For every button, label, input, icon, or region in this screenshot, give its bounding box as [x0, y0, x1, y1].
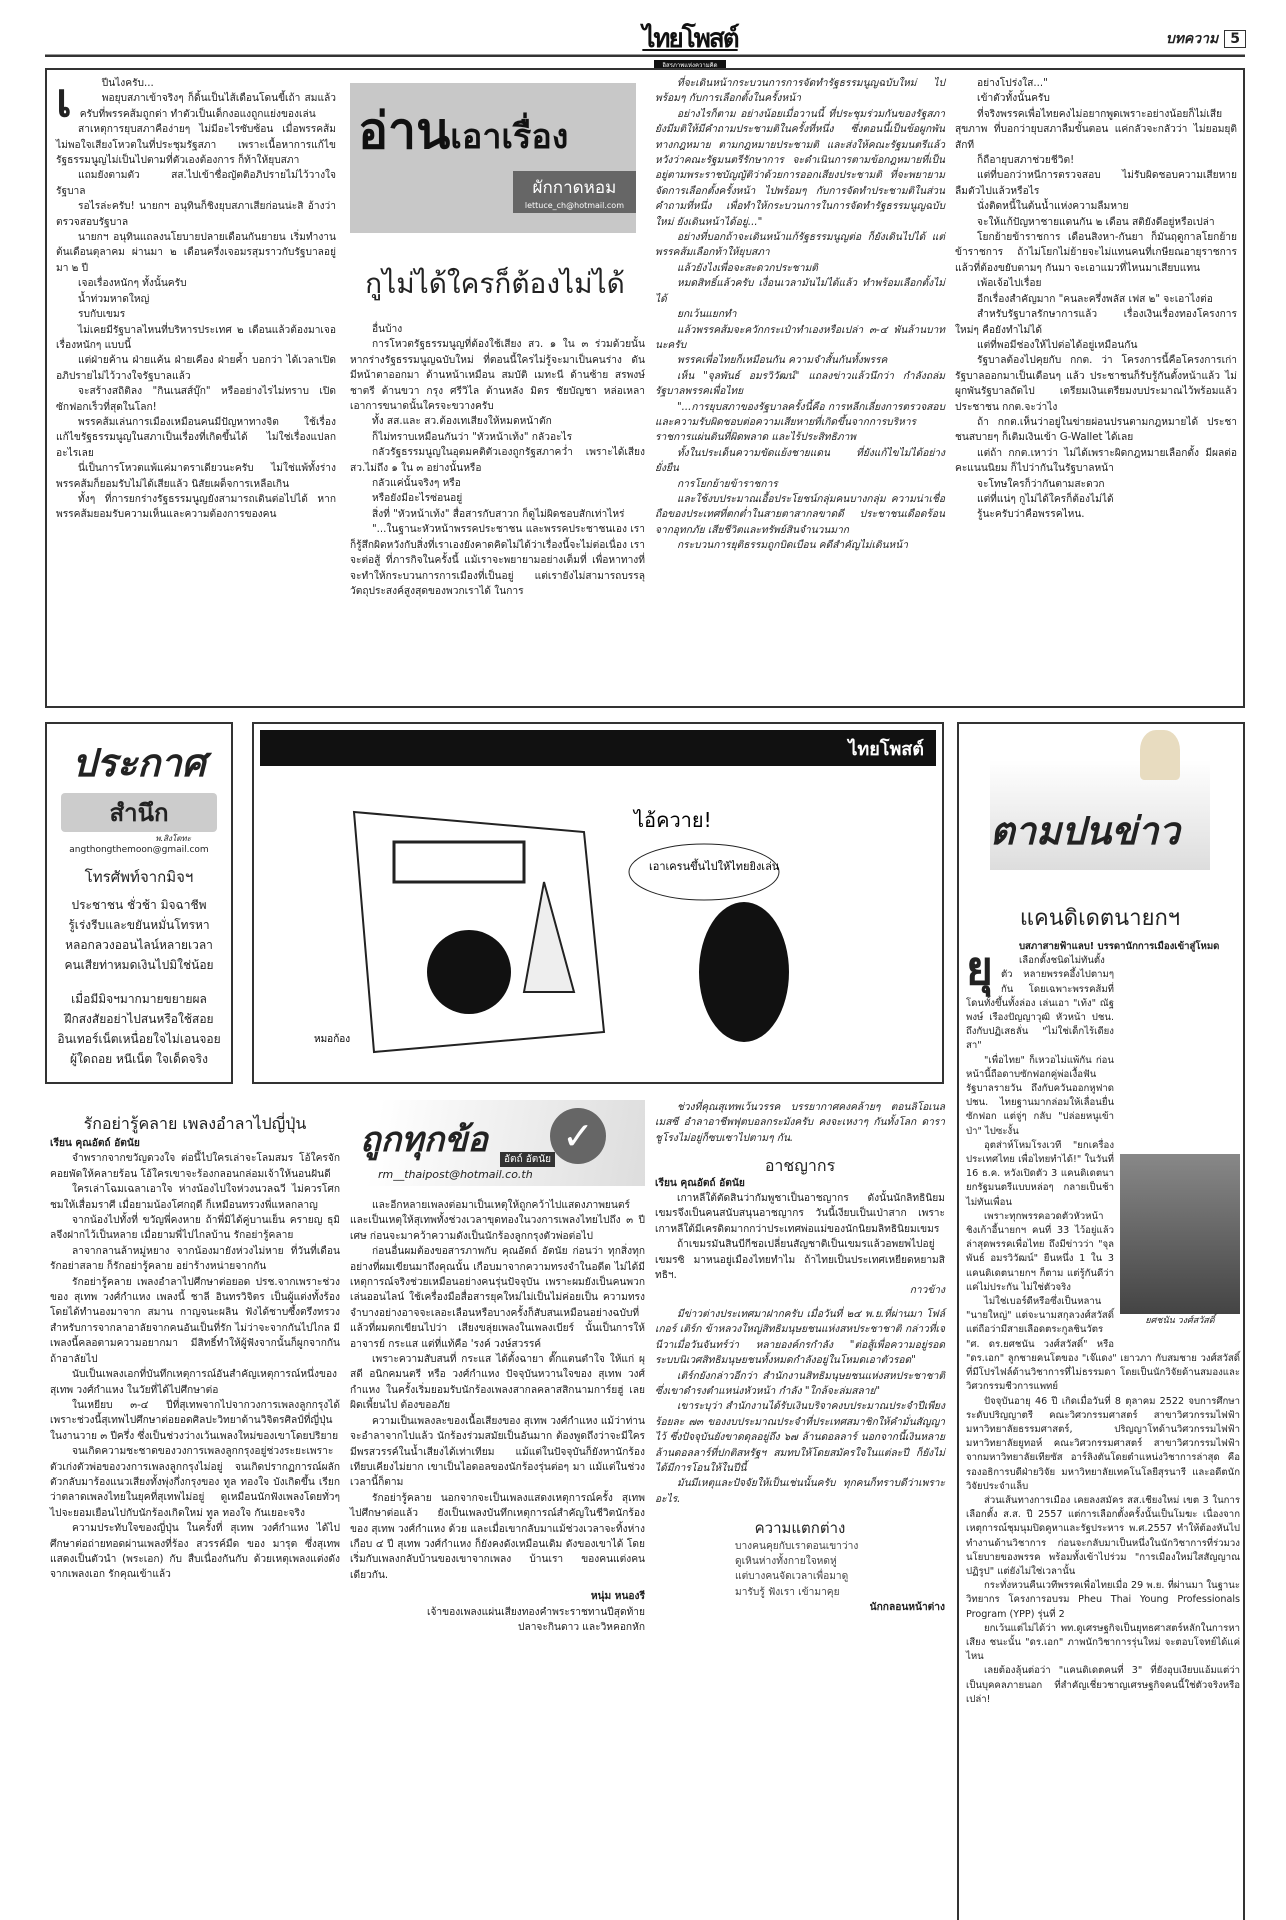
- paragraph: เห็น "จุลพันธ์ อมรวิวัฒน์" แถลงข่าวแล้วนึกว่า กำลังถล่มรัฐบาลพรรคเพื่อไทย: [655, 370, 945, 398]
- paragraph: รักอย่ารู้คลาย เพลงอำลาไปศึกษาต่อยอด ปรช.จากเพราะช่วงของ สุเทพ วงศ์กำแหง เพลงนี้ ชาลี อินทรวิจิตร เป็นผู้แต่งทั้งร้อง โดยได้ทำนองมาจาก สมาน กาญจนะผลิน ฟังได้ชาบซึ้งตรึงทรวงสำหรับการจากลาอาลัยจากคนอันเป็นที่รัก ไม่ว่าจะจากกันไปไกล มีเพลงนี้คลอตามความอยากมา มีสิทธิ์ทำให้ผู้ฟังจากนั้นก็ผูกจากกันถ้าอาลัยไป: [50, 1276, 340, 1365]
- letter-signoff: หนุ่ม หนองรี เจ้าของเพลงแผ่นเสียงทองคำพระราชทานปีสุดท้าย ปลาจะกินดาว และวิหคอกหัก: [426, 1591, 645, 1633]
- paragraph: ลาจากลานล้าหมู่หยาง จากน้องมายังห่วงไม่หาย ที่วันที่เดือนรักอย่าสลาย ก็รักอย่ารู้คลาย อย่าร้างหน่ายจากกัน: [50, 1245, 340, 1273]
- paragraph: มันมีเหตุและปัจจัยให้เป็นเช่นนั้นครับ ทุกคนก็ทราบดีว่าเพราะอะไร.: [655, 1478, 945, 1505]
- column-article-1: [56, 73, 336, 523]
- paragraph: แถมยังตามตัว สส.ไปเข้าชื่อญัตติอภิปรายไม่ไว้วางใจรัฐบาล: [56, 170, 336, 197]
- checkmark-icon: ✓: [550, 1108, 606, 1164]
- paragraph: รู้นะครับว่าคือพรรคไหน.: [977, 509, 1085, 521]
- paragraph: ก็ไม่ทราบเหมือนกันว่า "หัวหน้าเท้ง" กลัวอะไร: [372, 431, 573, 443]
- paragraph: ส่วนเส้นทางการเมือง เคยลงสมัคร สส.เชียงใหม่ เขต 3 ในการเลือกตั้ง ส.ส. ปี 2557 แต่การเลือกตั้งครั้งนั้นเป็นโมฆะ เนื่องจากเหตุการณ์ชุมนุมปิดคูหาและรัฐประหาร พ.ศ.2557 ทำให้ต้องหันไปทำงานด้านวิชาการ ก่อนจะกลับมาเป็นหนึ่งในนักวิชาการที่ร่วมวงนโยบายของพรรค พร้อมทั้งเข้าไปร่วม "การเมืองใหม่ใสสัญญาณปฏิรูป" แต่ยังไม่ใช่เวลานั้น: [966, 1494, 1240, 1577]
- paragraph: จำพรากจากขวัญดวงใจ ต่อนี้ไปใครเล่าจะโลมสมร โอ้ใครจักคอยพัดให้คลายร้อน โอ้ใครเขาจะร้องกลอนกล่อมเจ้าให้นอนฝันดี: [50, 1153, 340, 1180]
- paragraph: การโหวตรัฐธรรมนูญที่ต้องใช้เสียง สว. ๑ ใน ๓ ร่วมด้วยนั้น หากร่างรัฐธรรมนูญฉบับใหม่ ที่ตอนนี้ใครไม่รู้จะมาเป็นคนร่าง ดันมีหน้าตาออกมา ด้านหน้าเหมือน สมบัติ เมทะนี ด้านซ้าย สรพงษ์ ชาตรี ด้านขวา กรุง ศรีวิไล ด้านหลัง มิตร ชัยบัญชา หล่อเหลาเอาการขนาดนั้นใครจะขวางครับ: [350, 339, 645, 413]
- paragraph: กลัวแค่นั้นจริงๆ หรือ: [372, 478, 461, 490]
- paragraph: อย่างโปร่งใส...": [977, 78, 1048, 89]
- column-banner-read: อ่านเอาเรื่อง ผักกาดหอม lettuce_ch@hotmail.com: [350, 83, 636, 233]
- paragraph: เจอเรื่องหนักๆ ทั้งนั้นครับ: [78, 278, 187, 290]
- paragraph: ยกเว้นแต่ไม่ได้ว่า พท.ดูเศรษฐกิจเป็นยุทธศาสตร์หลักในการหาเสียง ชนะนั้น "ดร.เอก" ภาพนักวิชาการรุ่นใหม่ จะตอบโจทย์ได้แค่ไหน: [966, 1622, 1240, 1663]
- paragraph: สาเหตุการยุบสภาคือง่ายๆ ไม่มีอะไรซับซ้อน เมื่อพรรคส้มไม่พอใจเสียงโหวตในที่ประชุมรัฐสภา เพราะเนื้อหาการแก้ไขรัฐธรรมนูญไม่เป็นไปตามที่ตัวเองต้องการ ก็ท้าให้ยุบสภา: [56, 124, 336, 167]
- paragraph: นับเป็นเพลงเอกที่บันทึกเหตุการณ์อันสำคัญเหตุการณ์หนึ่งของ สุเทพ วงศ์กำแหง ในวัยที่ได้ไปศึกษาต่อ: [50, 1369, 338, 1396]
- paragraph: รักอย่ารู้คลาย นอกจากจะเป็นเพลงแสดงเหตุการณ์ครั้ง สุเทพ ไปศึกษาต่อแล้ว ยังเป็นเพลงบันทึกเหตุการณ์สำคัญในชีวิตนักร้องของ สุเทพ วงศ์กำแหง ด้วย และเมื่อเขากลับมาแม้ช่วงเวลาจะทิ้งห่างเกือบ ๔ ปี สุเทพ วงศ์กำแหง ก็ยังคงดังเหมือนเดิม ดังของเขาได้ โดยเริ่มกับเพลงกลับบ้านของเขาจากเพลง บ้านเรา ของคนแต่งคนเดียวกัน.: [350, 1492, 645, 1581]
- paragraph: มีข่าวต่างประเทศมาฝากครับ เมื่อวันที่ ๒๔ พ.ย.ที่ผ่านมา โฟล์เกอร์ เติร์ก ข้าหลวงใหญ่สิทธิมนุษยชนแห่งสหประชาชาติ กล่าวที่เจนีวาเมื่อวันจันทร์ว่า หลายองค์กรกำลัง "ต่อสู้เพื่อความอยู่รอด ระบบนิเวศสิทธิมนุษยชนทั้งหมดกำลังอยู่ในโหมดเอาตัวรอด": [655, 1308, 945, 1367]
- paragraph: ทั้ง สส.และ สว.ต้องเทเสียงให้หมดหน้าตัก: [372, 416, 552, 428]
- paragraph: สิ่งที่ "หัวหน้าเท้ง" สื่อสารกับสาวก ก็ดูไม่ผิดชอบสักเท่าไหร่: [372, 508, 625, 520]
- paragraph: รบกับเขมร: [78, 309, 126, 321]
- paragraph: นายกฯ อนุทินแถลงนโยบายปลายเดือนกันยายน เริ่มทำงานต้นเดือนตุลาคม ผ่านมา ๒ เดือนครึ่งเจอมรสุมราวกับรัฐบาลอยู่มา ๒ ปี: [56, 232, 336, 274]
- letter-column-2: [350, 1198, 645, 1635]
- section-label: บทความ 5: [1166, 28, 1246, 50]
- paragraph: กระทั่งหวนคืนเวทีพรรคเพื่อไทยเมื่อ 29 พ.ย. ที่ผ่านมา ในฐานะวิทยากร โครงการอบรม Pheu Thai Young Professionals Program (YPP) รุ่นที่ 2: [966, 1580, 1240, 1620]
- paragraph: หลอกลวงออนไลน์หลายเวลา: [65, 938, 213, 952]
- paragraph: อุตส่าห์โหมโรงเวที "ยกเครื่องประเทศไทย เพื่อไทยทำได้!" ในวันที่ 16 ธ.ค. หวังเปิดตัว 3 แคนดิเดตนายกรัฐมนตรีแบบหล่อๆ กลายเป็นช้าไม่ทันเพื่อน: [966, 1139, 1114, 1208]
- paragraph: เขาระบุว่า สำนักงานได้รับเงินบริจาคงบประมาณประจำปีเพียงร้อยละ ๗๓ ของงบประมาณประจำที่ประเทศสมาชิกให้คำมั่นสัญญาไว้ ซึ่งปัจจุบันยังขาดดุลอยู่ถึง ๖๗ ล้านดอลลาร์ นอกจากนี้เงินหลายล้านดอลลาร์ที่ปกติสหรัฐฯ สมทบให้โดยสมัครใจในแต่ละปี ก็ยังไม่ได้มีการโอนให้ในปีนี้: [655, 1401, 945, 1474]
- paragraph: พรรคส้มเล่นการเมืองเหมือนคนมีปัญหาทางจิต ใช้เรื่องแก้ไขรัฐธรรมนูญในสภาเป็นเรื่องที่เกิดขึ้นได้ ไม่ใช่เรื่องแปลกอะไรเลย: [56, 416, 336, 459]
- paragraph: เมื่อมีมิจฯมากมายขยายผล: [71, 992, 207, 1006]
- paragraph: ฝึกสงสัยอย่าไปสนหรือใช้สอย: [64, 1012, 214, 1026]
- paragraph: ทั้งในประเด็นความขัดแย้งชายแดน ที่ยังแก้ไขไม่ได้อย่างยั่งยืน: [655, 447, 945, 475]
- letter-title: รักอย่ารู้คลาย เพลงอำลาไปญี่ปุ่น: [83, 1114, 307, 1133]
- paragraph: เพราะความสับสนที่ กระแส ได้ตั้งฉายา ตั๊กแตนตำใจ ให้แก่ ผุสดี อนิกคมนตรี หรือ วงศ์กำแหง ปัจจุบันหวานใจของ สุเทพ วงศ์กำแหง ในครั้งเริ่มยอมรับนักร้องเพลงสากลคลาสสิกนามการ์ยฮู่ เลยผิดเพี้ยนไป ต้องขออภัย: [350, 1354, 645, 1412]
- paragraph: อย่างไรก็ตาม อย่างน้อยเมื่อวานนี้ ที่ประชุมร่วมกันของรัฐสภา ยังมีมติให้มีคำถามประชามติในครั้งที่หนึ่ง ซึ่งตอนนี้เป็นข้อผูกพันทางกฎหมาย ตามกฎหมายประชามติ และส่งให้คณะรัฐมนตรีแล้ว หวังว่าคณะรัฐมนตรีรักษาการ จะดำเนินการตามข้อกฎหมายที่เป็นอยู่ตามพระราชบัญญัติว่าด้วยการออกเสียงประชามติ ที่จะพยายามจัดการเลือกตั้งครั้งหน้า ไปพร้อมๆ กับการจัดทำประชามติในส่วนคำถามที่หนึ่ง เพื่อทำให้กระบวนการในการจัดทำรัฐธรรมนูญฉบับใหม่ ยังเดินหน้าได้อยู่...": [655, 108, 945, 228]
- paragraph: หรือยังมีอะไรซ่อนอยู่: [372, 493, 463, 505]
- page-number: 5: [1224, 30, 1246, 48]
- paragraph: แต่ฝ่ายค้าน ฝ่ายแค้น ฝ่ายเคือง ฝ่ายค้ำ บอกว่า ได้เวลาเปิดอภิปรายไม่ไว้วางใจรัฐบาลแล้ว: [56, 355, 336, 382]
- paragraph: หมดสิทธิ์แล้วครับ เงื่อนเวลามันไม่ได้แล้ว ทำพร้อมเลือกตั้งไม่ได้: [655, 278, 945, 305]
- paragraph: ในเหยียบ ๓-๔ ปีที่สุเทพจากไปจากวงการเพลงลูกกรุงได้ เพราะช่วงนี้สุเทพไปศึกษาต่อยอดศิลปะวิทยาด้านวิจิตรศิลป์ที่ญี่ปุ่นในงานวาย ๓ ปีครึ่ง ซึ่งเป็นช่วงว่างเว้นเพลงใหม่ของเขาโดยปริยาย: [50, 1399, 340, 1442]
- paragraph: แต่ที่พอมีช่องให้ไปต่อได้อยู่เหมือนกัน: [977, 339, 1138, 351]
- paragraph: ถ้าเขมรมันสินบีกีชอเปลี่ยนสัญชาติเป็นเขมรแล้วอพยพไปอยู่เขมรซิ มาหนอยู่เมืองไทยทำไม ถ้าไทยเป็นประเทศเหยียดหยามสิทธิฯ.: [655, 1239, 945, 1282]
- paragraph: เลยต้องลุ้นต่อว่า "แคนดิเดตคนที่ 3" ที่ยังอุบเงียบแอ้มแต่ว่าเป็นบุคคลภายนอก ที่สำคัญเชี่ยวชาญเศรษฐกิจคนนี้ใช่ตัวจริงหรือเปล่า!: [966, 1665, 1240, 1705]
- paragraph: จะสร้างสถิติลง "กินเนสส์บุ๊ก" หรืออย่างไรไม่ทราบ เปิดซักฟอกเร็วที่สุดในโลก!: [56, 386, 336, 413]
- cartoon-speech: เอาเครนขึ้นไปให้ไทยยิงเล่น: [649, 860, 780, 873]
- paragraph: นี่เป็นการโหวตแพ้แค่มาตราเดียวนะครับ ไม่ใช่แพ้ทั้งร่าง พรรคส้มก็ยอมรับไม่ได้เสียแล้ว นิสัยเผด็จการเหลือเกิน: [56, 463, 336, 490]
- paragraph: ความประทับใจของญี่ปุ่น ในครั้งที่ สุเทพ วงศ์กำแหง ได้ไปศึกษาต่อถ่ายทอดผ่านเพลงที่ร้อง สวรรค์มืด ของ มารุต ซึ่งสุเทพแสดงเป็นตัวนำ (พระเอก) กับ สืบเนื่องกันกับ ด้วยเหตุเพลงแต่งดังจากเพลงเอก รักคุณเข้าแล้ว: [50, 1523, 340, 1581]
- paragraph: จนเกิดความชะชาดของวงการเพลงลูกกรุงอยู่ช่วงระยะเพราะตัวเก่งตัวพ่อของวงการเพลงลูกกรุงไม่อยู่ จนเกิดปรากฏการณ์ผลักตัวกลับมาร้องแนวเสียงทั้งพุ่งกึ่งกรุงของ ทูล ทองใจ บังเกิดขึ้น เรียกว่าตลาดเพลงไทยในยุคที่สุเทพไม่อยู่ ดูเหมือนนักฟังเพลงโดยทั่วๆ ไปจะยอมเยือนไปกับนักร้องเกิดใหม่ ทูล ทองใจ กันเยอะจริง: [50, 1446, 340, 1519]
- paragraph: "...การยุบสภาของรัฐบาลครั้งนี้คือ การหลีกเลี่ยงการตรวจสอบ และความรับผิดชอบต่อความเสียหายที่เกิดขึ้นจากการบริหารราชการแผ่นดินที่ผิดพลาด และไร้ประสิทธิภาพ: [655, 401, 945, 444]
- cartoon-brand: ไทยโพสต์: [848, 738, 924, 760]
- photo: ยศชนัน วงศ์สวัสดิ์: [1120, 1154, 1240, 1334]
- portrait-photo: [1120, 1154, 1240, 1314]
- paragraph: อื่นบ้าง: [372, 324, 403, 335]
- paragraph: น้ำท่วมหาดใหญ่: [78, 293, 150, 305]
- headline: กูไม่ได้ใครก็ต้องไม่ได้: [365, 267, 625, 300]
- paragraph: แต่ถ้า กกต.เหาว่า ไม่ได้เพราะผิดกฎหมายเลือกตั้ง มีผลต่อคะแนนนิยม ก็ไปว่ากันในรัฐบาลหน้า: [955, 447, 1237, 475]
- letter-column-1: เรียน คุณอัตถ์ อัตนัย จำพรากจากขวัญดวงใจ ต่อนี้ไปใครเล่าจะโลมสมร โอ้ใครจักคอยพัดให้คลายร้อน โอ้ใครเขาจะร้องกลอนกล่อมเจ้าให้นอนฝันดี ใครเล่าโฉมเฉลาเอาใจ ห่างน้องไปใจห่วงนวลฉวี ไม่ควรโศกชมให้เสื่อมราศี เมื่อยามน้องโศกฤดี ก็เหมือนทรวงพี่แหลกลาญ จากน้องไปทั้งที่ ขวัญพี่คงหาย ถ้าพี่มิได้คู่บานเย็น ครายญ ธุมิลจึงฝากไว้เป็นหลาย เมื่อยามพี่ไปไกลบ้าน รักอย่ารู้คลาย ลาจากลานล้าหมู่หยาง จากน้องมายังห่วงไม่หาย ที่วันที่เดือนรักอย่าสลาย ก็รักอย่ารู้คลาย อย่าร้างหน่ายจากกัน รักอย่ารู้คลาย เพลงอำลาไปศึกษาต่อยอด ปรช.จากเพราะช่วงของ สุเทพ วงศ์กำแหง เพลงนี้ ชาลี อินทรวิจิตร เป็นผู้แต่งทั้งร้อง โดยได้ทำนองมาจาก สมาน กาญจนะผลิน ฟังได้ชาบซึ้งตรึงทรวงสำหรับการจากลาอาลัยจากคนอันเป็นที่รัก ไม่ว่าจะจากกันไปไกล มีเพลงนี้คลอตามความอยากมา มีสิทธิ์ทำให้ผู้ฟังจากนั้นก็ผูกจากกันถ้าอาลัยไป นับเป็นเพลงเอกที่บันทึกเหตุการณ์อันสำคัญเหตุการณ์หนึ่งของ สุเทพ วงศ์กำแหง ในวัยที่ได้ไปศึกษาต่อ ในเหยียบ ๓-๔ ปีที่สุเทพจากไปจากวงการเพลงลูกกรุงได้ เพราะช่วงนี้สุเทพไปศึกษาต่อยอดศิลปะวิทยาด้านวิจิตรศิลป์ที่ญี่ปุ่นในงานวาย ๓ ปีครึ่ง ซึ่งเป็นช่วงว่างเว้นเพลงใหม่ของเขาโดยปริยาย จนเกิดความชะชาดของวงการเพลงลูกกรุงอยู่ช่วงระยะเพราะตัวเก่งตัวพ่อของวงการเพลงลูกกรุงไม่อยู่ จนเกิดปรากฏการณ์ผลักตัวกลับมาร้องแนวเสียงทั้งพุ่งกึ่งกรุงของ ทูล ทองใจ บังเกิดขึ้น เรียกว่าตลาดเพลงไทยในยุคที่สุเทพไม่อยู่ ดูเหมือนนักฟังเพลงโดยทั่วๆ ไปจะยอมเยือนไปกับนักร้องเกิดใหม่ ทูล ทองใจ กันเยอะจริง ความประทับใจของญี่ปุ่น ในครั้งที่ สุเทพ วงศ์กำแหง ได้ไปศึกษาต่อถ่ายทอดผ่านเพลงที่ร้อง สวรรค์มืด ของ มารุต ซึ่งสุเทพแสดงเป็นตัวนำ (พระเอก) กับ สืบเนื่องกันกับ ด้วยเหตุเพลงแต่งดังจากเพลงเอก รักคุณเข้าแล้ว: [50, 1136, 340, 1583]
- paragraph: ก็ถือายุบสภาช่วยชีวิต!: [977, 155, 1075, 167]
- paragraph: "...ในฐานะหัวหน้าพรรคประชาชน และพรรคประชาชนเอง เราก็รู้สึกผิดหวังกับสิ่งที่เราเองยังคาดคิดไม่ได้ว่าเรื่องนี้จะไม่ต่อเนื่อง เราจะต่อสู้ ที่ภารกิจในครั้งนี้ แม้เราจะพยายามอย่างเต็มที่ เพื่อหาทางที่จะทำให้กระบวนการการเมืองที่เป็นอยู่ แต่เรายังไม่สามารถบรรลุวัตถุประสงค์สูงสุดของพวกเราได้ ในการ: [350, 524, 645, 597]
- paragraph: ที่จะเดินหน้ากระบวนการการจัดทำรัฐธรรมนูญฉบับใหม่ ไปพร้อมๆ กับการเลือกตั้งในครั้งหน้า: [655, 78, 945, 105]
- paragraph: ใครเล่าโฉมเฉลาเอาใจ ห่างน้องไปใจห่วงนวลฉวี ไม่ควรโศกชมให้เสื่อมราศี เมื่อยามน้องโศกฤดี ก็เหมือนทรวงพี่แหลกลาญ: [50, 1184, 340, 1211]
- paragraph: คนเสียท่าหมดเงินไปมิใช่น้อย: [64, 958, 214, 972]
- column-banner-correct: ถูกทุกข้อ ✓ อัตถ์ อัตนัย rm__thaipost@hotmail.co.th: [350, 1100, 645, 1186]
- paragraph: การโยกย้ายข้าราชการ: [677, 478, 778, 490]
- paragraph: ปีนไงครับ...: [101, 78, 154, 89]
- paragraph: แต่ที่แน่ๆ กูไม่ได้ใครก็ต้องไม่ได้: [977, 493, 1114, 505]
- explosion: [427, 930, 511, 1014]
- reader-illustration: [1140, 730, 1180, 780]
- paragraph: ผู้ใดถอย หนีเน็ต ใจเด็ดจริง: [70, 1052, 208, 1066]
- paragraph: รัฐบาลต้องไปคุยกับ กกต. ว่า โครงการนี้คือโครงการเก่า รัฐบาลออกมาเป็นเดือนๆ แล้ว ประชาชนก็รับรู้กันตั้งหน้าแล้ว ไม่ผูกพันรัฐบาลถัดไป เตรียมเงินเตรียมงบประมาณไว้พร้อมแล้ว ประชาชน กกต.จะว่าไง: [955, 355, 1237, 413]
- paragraph: บางคนคุยกับเราตอนเขาว่าง: [735, 1540, 859, 1552]
- paragraph: และใช้งบประมาณเอื้อประโยชน์กลุ่มคนบางกลุ่ม ความน่าเชื่อถือของประเทศที่ตกต่ำในสายตาสากลขาดดี ประชาชนเดือดร้อนจากอุทกภัย เสียชีวิตและทรัพย์สินจำนวนมาก: [655, 493, 945, 536]
- paragraph: อย่างที่บอกถ้าจะเดินหน้าแก้รัฐธรรมนูญต่อ ก็ยังเดินไปได้ แต่พรรคส้มเลือกท้าให้ยุบสภา: [655, 232, 945, 259]
- paragraph: กลัวรัฐธรรมนูญในอุดมคติตัวเองถูกรัฐสภาคว่ำ เพราะได้เสียง สว.ไม่ถึง ๑ ใน ๓ อย่างนั้นหรือ: [350, 447, 645, 474]
- paragraph: รอไรล่ะครับ! นายกฯ อนุทินก็ชิงยุบสภาเสียก่อนน่ะสิ อ้างว่าตรวจสอบรัฐบาล: [56, 201, 336, 228]
- paragraph: เติร์กยังกล่าวอีกว่า สำนักงานสิทธิมนุษยชนแห่งสหประชาชาติ ซึ่งเขาดำรงตำแหน่งหัวหน้า กำลัง "ใกล้จะล่มสลาย": [655, 1370, 945, 1397]
- paragraph: นั่งติดหนี้ในต้นน้ำแห่งความลืมหาย: [977, 201, 1129, 213]
- paragraph: และอีกหลายเพลงต่อมาเป็นเหตุให้ถูกคว้าไปแสดงภาพยนตร์ และเป็นเหตุให้สุเทพทั้งช่วงเวลาขุดทองในวงการเพลงไทยไปถึง ๓ ปีเศษ ก่อนจะมาคว้าความดังเป็นนักร้องลูกกรุงตัวพ่อต่อไป: [350, 1200, 645, 1242]
- paragraph: ปัจจุบันอายุ 46 ปี เกิดเมื่อวันที่ 8 ตุลาคม 2522 จบการศึกษาระดับปริญญาตรี คณะวิศวกรรมศาสตร์ สาขาวิศวกรรมไฟฟ้า มหาวิทยาลัยธรรมศาสตร์, ปริญญาโทด้านวิศวกรรมไฟฟ้า มหาวิทยาลัยยูทอห์ คณะวิศวกรรมศาสตร์ สาขาวิศวกรรมไฟฟ้า จากมหาวิทยาลัยเทียซัส อาร์ลิงตันโดยตำแหน่งวิชาการล่าสุด คือ รองอธิการบดีฝ่ายวิจัย มหาวิทยาลัยเทคโนโลยีสุรนารี และอดีตนักวิจัยประจำแล็บ: [966, 1395, 1240, 1492]
- paragraph: จากน้องไปทั้งที่ ขวัญพี่คงหาย ถ้าพี่มิได้คู่บานเย็น ครายญ ธุมิลจึงฝากไว้เป็นหลาย เมื่อยามพี่ไปไกลบ้าน รักอย่ารู้คลาย: [50, 1215, 340, 1242]
- paragraph: เกาหลีใต้ตัดสินว่ากัมพูชาเป็นอาชญากร ดังนั้นนักลิทธินิยมเขมรจึงเป็นคนสนับสนุนอาชญากร วันนี้เงียบเป็นเป่าสาก เพราะเกาหลีใต้มีเครดิตมากกว่าประเทศพ่อแม่ของนักนิยมลิทธินิยมเขมร: [655, 1193, 945, 1235]
- paragraph: ที่จริงพรรคเพื่อไทยคงไม่อยากพูดเพราะอย่างน้อยก็ไม่เสียสุขภาพ ที่บอกว่ายุบสภาลืมขั้นตอน แค่กลัวจะกลัวว่า ไม่ยอมยุติสักที: [955, 108, 1237, 151]
- cartoon-exclaim: ไอ้ควาย!: [634, 808, 712, 832]
- column-article-4: [955, 76, 1237, 523]
- paragraph: ไม่เคยมีรัฐบาลไหนที่บริหารประเทศ ๒ เดือนแล้วต้องมาเจอเรื่องหนักๆ แบบนี้: [56, 324, 336, 351]
- editorial-cartoon: [252, 722, 944, 1084]
- paragraph: ความเป็นเพลงละของเนื้อเสียงของ สุเทพ วงศ์กำแหง แม้ว่าท่านจะอำลาจากไปแล้ว นักร้องร่วมสมัยเป็นอันมาก ต้องพูดถึงว่าจะมีใครมีพรสวรรค์ในน้ำเสียงได้เท่าเทียม แม้แต่ในปัจจุบันก็ยังหานักร้องเทียบเคียงไม่ยาก เขาเป็นไอดอลของนักร้องรุ่นต่อๆ มา แม้แต่ในช่วงเวลานี้ก็ตาม: [350, 1415, 645, 1489]
- paragraph: ดูเหินห่างทั้งกายใจหดหู่: [735, 1555, 837, 1567]
- column-article-3: [655, 76, 945, 554]
- letter-column-3: ช่วงที่คุณสุเทพเว้นวรรค บรรยากาศคงคล้ายๆ ตอนลิโอเนล เมสซี อำลาอาชีพฟุตบอลกระมังครับ คงจะเหงาๆ กันทั้งโลก ดาราชูโรงไม่อยู่ก็ซบเซาไปตามๆ กัน. อาชญากร เรียน คุณอัตถ์ อัตนัย เกาหลีใต้ตัดสินว่ากัมพูชาเป็นอาชญากร ดังนั้นนักลิทธินิยมเขมรจึงเป็นคนสนับสนุนอาชญากร วันนี้เงียบเป็นเป่าสาก เพราะเกาหลีใต้มีเครดิตมากกว่าประเทศพ่อแม่ของนักนิยมลิทธินิยมเขมร ถ้าเขมรมันสินบีกีชอเปลี่ยนสัญชาติเป็นเขมรแล้วอพยพไปอยู่เขมรซิ มาหนอยู่เมืองไทยทำไม ถ้าไทยเป็นประเทศเหยียดหยามสิทธิฯ. กาวข้าง มีข่าวต่างประเทศมาฝากครับ เมื่อวันที่ ๒๔ พ.ย.ที่ผ่านมา โฟล์เกอร์ เติร์ก ข้าหลวงใหญ่สิทธิมนุษยชนแห่งสหประชาชาติ กล่าวที่เจนีวาเมื่อวันจันทร์ว่า หลายองค์กรกำลัง "ต่อสู้เพื่อความอยู่รอด ระบบนิเวศสิทธิมนุษยชนทั้งหมดกำลังอยู่ในโหมดเอาตัวรอด" เติร์กยังกล่าวอีกว่า สำนักงานสิทธิมนุษยชนแห่งสหประชาชาติ ซึ่งเขาดำรงตำแหน่งหัวหน้า กำลัง "ใกล้จะล่มสลาย" เขาระบุว่า สำนักงานได้รับเงินบริจาคงบประมาณประจำปีเพียงร้อยละ ๗๓ ของงบประมาณประจำที่ประเทศสมาชิกให้คำมั่นสัญญาไว้ ซึ่งปัจจุบันยังขาดดุลอยู่ถึง ๖๗ ล้านดอลลาร์ นอกจากนี้เงินหลายล้านดอลลาร์ที่ปกติสหรัฐฯ สมทบให้โดยสมัครใจในแต่ละปี ก็ยังไม่ได้มีการโอนให้ในปีนี้ มันมีเหตุและปัจจัยให้เป็นเช่นนั้นครับ ทุกคนก็ทราบดีว่าเพราะอะไร. ความแตกต่าง บางคนคุยกับเราตอนเขาว่าง ดูเหินห่างทั้งกายใจหดหู่ แต่บางคนจัดเวลาเพื่อมาดู มารับรู้ ฟังเรา เข้ามาคุย นักกลอนหน้าต่าง: [655, 1102, 945, 1614]
- paragraph: กระบวนการยุติธรรมถูกบิดเบือน คดีสำคัญไม่เดินหน้า: [677, 540, 908, 552]
- paragraph: อีกเรื่องสำคัญมาก "คนละครึ่งพลัส เฟส ๒" จะเอาไงต่อ: [977, 293, 1213, 305]
- paragraph: โยกย้ายข้าราชการ เดือนสิงหา-กันยา ก็มันฤดูกาลโยกย้ายข้าราชการ ถ้าไม่โยกไม่ย้ายจะไม่แทนคนที่เกษียณอายุราชการ แล้วที่ต้องขยับตามๆ กันมา จะเอาแมวที่ไหนมาเสียบแทน: [955, 232, 1237, 274]
- masthead-logo: ไทยโพสต์ อิสรภาพแห่งความคิด: [642, 24, 738, 69]
- paragraph: จะให้แก้ปัญหาชายแดนกัน ๒ เดือน สติยังดีอยู่หรือเปล่า: [977, 216, 1215, 228]
- paragraph: เข้าตัวทั้งนั้นครับ: [977, 93, 1050, 105]
- paragraph: ยกเว้นแยกทำ: [677, 309, 737, 321]
- paragraph: แต่บางคนจัดเวลาเพื่อมาดู: [735, 1571, 849, 1583]
- paragraph: พอยุบสภาเข้าจริงๆ ก็ดิ้นเป็นไส้เดือนโดนขี้เถ้า สมแล้วครับที่พรรคส้มถูกด่า ทำตัวเป็นเด็กงอแงถูกแย่งของเล่น: [79, 93, 336, 120]
- dropcap: เ: [56, 73, 72, 127]
- paragraph: รู้เร่งรีบและขยันหมั่นโทรหา: [68, 918, 210, 932]
- paragraph: เลือกตั้งชนิดไม่ทันตั้งตัว หลายพรรคอึ้งไปตามๆ กัน โดยเฉพาะพรรคส้มที่โดนทั้งขึ้นทั้งล่อง เล่นเอา "เท้ง" ณัฐพงษ์ เรืองปัญญาวุฒิ หัวหน้า ปชน. ถึงกับปฏิเสธลั่น "ไม่ใช่เด็กไร้เดียงสา": [966, 955, 1114, 1052]
- paragraph: ทั้งๆ ที่การยกร่างรัฐธรรมนูญยังสามารถเดินต่อไปได้ หากพรรคส้มยอมรับความเห็นและความต้องการของคน: [56, 493, 336, 521]
- cartoon-drawing: [254, 772, 942, 1072]
- paragraph: "เพื่อไทย" ก็เหวอไม่แพ้กัน ก่อนหน้านี้ถือดาบซักฟอกคู่พ่อเงื้อฟันรัฐบาลรายวัน ถึงกับควันออกหูฟาด ปชน. ไทยฐานมากล่อมให้เลื่อนยื่นซักฟอก แต่จู่ๆ กลับ "ปล่อยหนูเข้าป่า" ไปซะงั้น: [966, 1054, 1114, 1137]
- paragraph: เพราะทุกพรรคอวดตัวหัวหน้าชิงเก้าอี้นายกฯ คนที่ 33 ไว้อยู่แล้ว ล่าสุดพรรคเพื่อไทย ถึงมีข่าวว่า "จุลพันธ์ อมรวิวัฒน์" ยืนหนึ่ง 1 ใน 3 แคนดิเดตนายกฯ ก็ตาม แต่รู้กันดีว่าแค่ไม่ประกัน ไม่ใช่ตัวจริง: [966, 1210, 1114, 1293]
- poem-box: ประกาศ สำนึก พ.สิงโตทะ angthongthemoon@gmail.com โทรศัพท์จากมิจฯ ประชาชน ชั่วช้า มิจฉาชีพ รู้เร่งรีบและขยันหมั่นโทรหา หลอกลวงออนไลน์หลายเวลา คนเสียท่าหมดเงินไปมิใช่น้อย เมื่อมีมิจฯมากมายขยายผล ฝึกสงสัยอย่าไปสนหรือใช้สอย อินเทอร์เน็ตเหนื่อยใจไม่เอนจอย ผู้ใดถอย หนีเน็ต ใจเด็ดจริง: [45, 722, 233, 1084]
- paragraph: ประชาชน ชั่วช้า มิจฉาชีพ: [71, 898, 207, 912]
- column-logo: ตามปนข่าว: [990, 760, 1210, 870]
- paragraph: แต่ที่บอกว่าหนีการตรวจสอบ ไม่รับผิดชอบความเสียหาย ลืมตัวไปแล้วหรือไร: [955, 170, 1237, 197]
- header-rule: [45, 54, 1245, 57]
- paragraph: พรรคเพื่อไทยก็เหมือนกัน ความจำสั้นกันทั้งพรรค: [677, 355, 888, 367]
- paragraph: สำหรับรัฐบาลรักษาการแล้ว เรื่องเงินเรื่องทองโครงการใหม่ๆ คือยังทำไม่ได้: [955, 309, 1237, 336]
- headline: แคนดิเดตนายกฯ: [1019, 906, 1181, 931]
- paragraph: ก่อนอื่นผมต้องขอสารภาพกับ คุณอัตถ์ อัตนัย ก่อนว่า ทุกสิ่งทุกอย่างที่ผมเขียนมาถึงคุณนั้น เกือบมาจากความทรงจำในอดีต ไม่ได้มีเหตุการณ์จริงช่วยเหมือนอย่างคนรุ่นปัจจุบัน เพราะผมยังเป็นคนพวกเล่นออนไลน์ ใช้เครื่องมือสื่อสารยุคใหม่ไม่เป็นไม่ค่อยเป็น ความทรงจำบางอย่างอาจจะเลอะเลือนหรือบางครั้งก็สับสนเหมือนอย่างฉบับที่แล้วที่ผมตกเขียนไปว่า เสียงขลุ่ยเพลงในเพลงเบียร์ นั้นเป็นการให้อาจารย์ กระแส แต่ที่แท้คือ 'รงค์ วงษ์สวรรค์: [350, 1246, 645, 1350]
- column-article-2: [350, 322, 645, 599]
- paragraph: เพ้อเจ้อไปเรื่อย: [977, 278, 1042, 290]
- paragraph: แล้วพรรคส้มจะควักกระเป๋าทำเองหรือเปล่า ๓-๔ พันล้านบาทนะครับ: [655, 324, 945, 351]
- column-news: ยุ บสภาสายฟ้าแลบ! บรรดานักการเมืองเข้าสู่โหมด ยศชนัน วงศ์สวัสดิ์ เลือกตั้งชนิดไม่ทันตั้งตัว หลายพรรคอึ้งไปตามๆ กัน โดยเฉพาะพรรคส้มที่โดนทั้งขึ้นทั้งล่อง เล่นเอา "เท้ง" ณัฐพงษ์ เรืองปัญญาวุฒิ หัวหน้า ปชน. ถึงกับปฏิเสธลั่น "ไม่ใช่เด็กไร้เดียงสา" "เพื่อไทย" ก็เหวอไม่แพ้กัน ก่อนหน้านี้ถือดาบซักฟอกคู่พ่อเงื้อฟันรัฐบาลรายวัน ถึงกับควันออกหูฟาด ปชน. ไทยฐานมากล่อมให้เลื่อนยื่นซักฟอก แต่จู่ๆ กลับ "ปล่อยหนูเข้าป่า" ไปซะงั้น อุตส่าห์โหมโรงเวที "ยกเครื่องประเทศไทย เพื่อไทยทำได้!" ในวันที่ 16 ธ.ค. หวังเปิดตัว 3 แคนดิเดตนายกรัฐมนตรีแบบหล่อๆ กลายเป็นช้าไม่ทันเพื่อน เพราะทุกพรรคอวดตัวหัวหน้าชิงเก้าอี้นายกฯ คนที่ 33 ไว้อยู่แล้ว ล่าสุดพรรคเพื่อไทย ถึงมีข่าวว่า "จุลพันธ์ อมรวิวัฒน์" ยืนหนึ่ง 1 ใน 3 แคนดิเดตนายกฯ ก็ตาม แต่รู้กันดีว่าแค่ไม่ประกัน ไม่ใช่ตัวจริง ไม่ใช่เบอร์ดีหรือซึ่งเป็นหลาน "นายใหญ่" แต่จะนามสกุลวงศ์สวัสดิ์ แต่ถือว่ามีสายเลือดตระกูลชินวัตร "ศ. ดร.ยศชนัน วงศ์สวัสดิ์" หรือ "ดร.เอก" ลูกชายคนโตของ "เจ๊แดง" เยาวภา กับสมชาย วงศ์สวัสดิ์ ที่มีโปรไฟล์ด้านวิชาการที่ไม่ธรรมดา โดยเป็นนักวิจัยด้านสมองและวิศวกรรมชีวการแพทย์ ปัจจุบันอายุ 46 ปี เกิดเมื่อวันที่ 8 ตุลาคม 2522 จบการศึกษาระดับปริญญาตรี คณะวิศวกรรมศาสตร์ สาขาวิศวกรรมไฟฟ้า มหาวิทยาลัยธรรมศาสตร์, ปริญญาโทด้านวิศวกรรมไฟฟ้า มหาวิทยาลัยยูทอห์ คณะวิศวกรรมศาสตร์ สาขาวิศวกรรมไฟฟ้า จากมหาวิทยาลัยเทียซัส อาร์ลิงตันโดยตำแหน่งวิชาการล่าสุด คือ รองอธิการบดีฝ่ายวิจัย มหาวิทยาลัยเทคโนโลยีสุรนารี และอดีตนักวิจัยประจำแล็บ ส่วนเส้นทางการเมือง เคยลงสมัคร สส.เชียงใหม่ เขต 3 ในการเลือกตั้ง ส.ส. ปี 2557 แต่การเลือกตั้งครั้งนั้นเป็นโมฆะ เนื่องจากเหตุการณ์ชุมนุมปิดคูหาและรัฐประหาร พ.ศ.2557 ทำให้ต้องหันไปทำงานด้านวิชาการ ก่อนจะกลับมาเป็นหนึ่งในนักวิชาการที่ร่วมวงนโยบายของพรรค พร้อมทั้งเข้าไปร่วม "การเมืองใหม่ใสสัญญาณปฏิรูป" แต่ยังไม่ใช่เวลานั้น กระทั่งหวนคืนเวทีพรรคเพื่อไทยเมื่อ 29 พ.ย. ที่ผ่านมา ในฐานะวิทยากร โครงการอบรม Pheu Thai Young Professionals Program (YPP) รุ่นที่ 2 ยกเว้นแต่ไม่ได้ว่า พท.ดูเศรษฐกิจเป็นยุทธศาสตร์หลักในการหาเสียง ชนะนั้น "ดร.เอก" ภาพนักวิชาการรุ่นใหม่ จะตอบโจทย์ได้แค่ไหน เลยต้องลุ้นต่อว่า "แคนดิเดตคนที่ 3" ที่ยังอุบเงียบแอ้มแต่ว่าเป็นบุคคลภายนอก ที่สำคัญเชี่ยวชาญเศรษฐกิจคนนี้ใช่ตัวจริงหรือเปล่า!: [966, 940, 1240, 1707]
- paragraph: จะโทษใครก็ว่ากันตามสะดวก: [977, 478, 1105, 490]
- cartoon-signature: หมอก้อง: [314, 1034, 351, 1045]
- paragraph: แล้วยังไงเพื่อจะสะดวกประชามติ: [677, 262, 818, 274]
- character: [699, 902, 789, 1042]
- paragraph: ถ้า กกต.เห็นว่าอยู่ในข่ายผ่อนปรนตามกฎหมายได้ ประชาชนสบายๆ ก็เติมเงินเข้า G-Wallet ได้เลย: [955, 416, 1237, 444]
- paragraph: ไม่ใช่เบอร์ดีหรือซึ่งเป็นหลาน "นายใหญ่" แต่จะนามสกุลวงศ์สวัสดิ์ แต่ถือว่ามีสายเลือดตระกูลชินวัตร "ศ. ดร.ยศชนัน วงศ์สวัสดิ์" หรือ "ดร.เอก" ลูกชายคนโตของ "เจ๊แดง" เยาวภา กับสมชาย วงศ์สวัสดิ์ ที่มีโปรไฟล์ด้านวิชาการที่ไม่ธรรมดา โดยเป็นนักวิจัยด้านสมองและวิศวกรรมชีวการแพทย์: [966, 1296, 1240, 1393]
- paragraph: อินเทอร์เน็ตเหนื่อยใจไม่เอนจอย: [57, 1032, 221, 1046]
- paragraph: มารับรู้ ฟังเรา เข้ามาคุย: [735, 1586, 840, 1598]
